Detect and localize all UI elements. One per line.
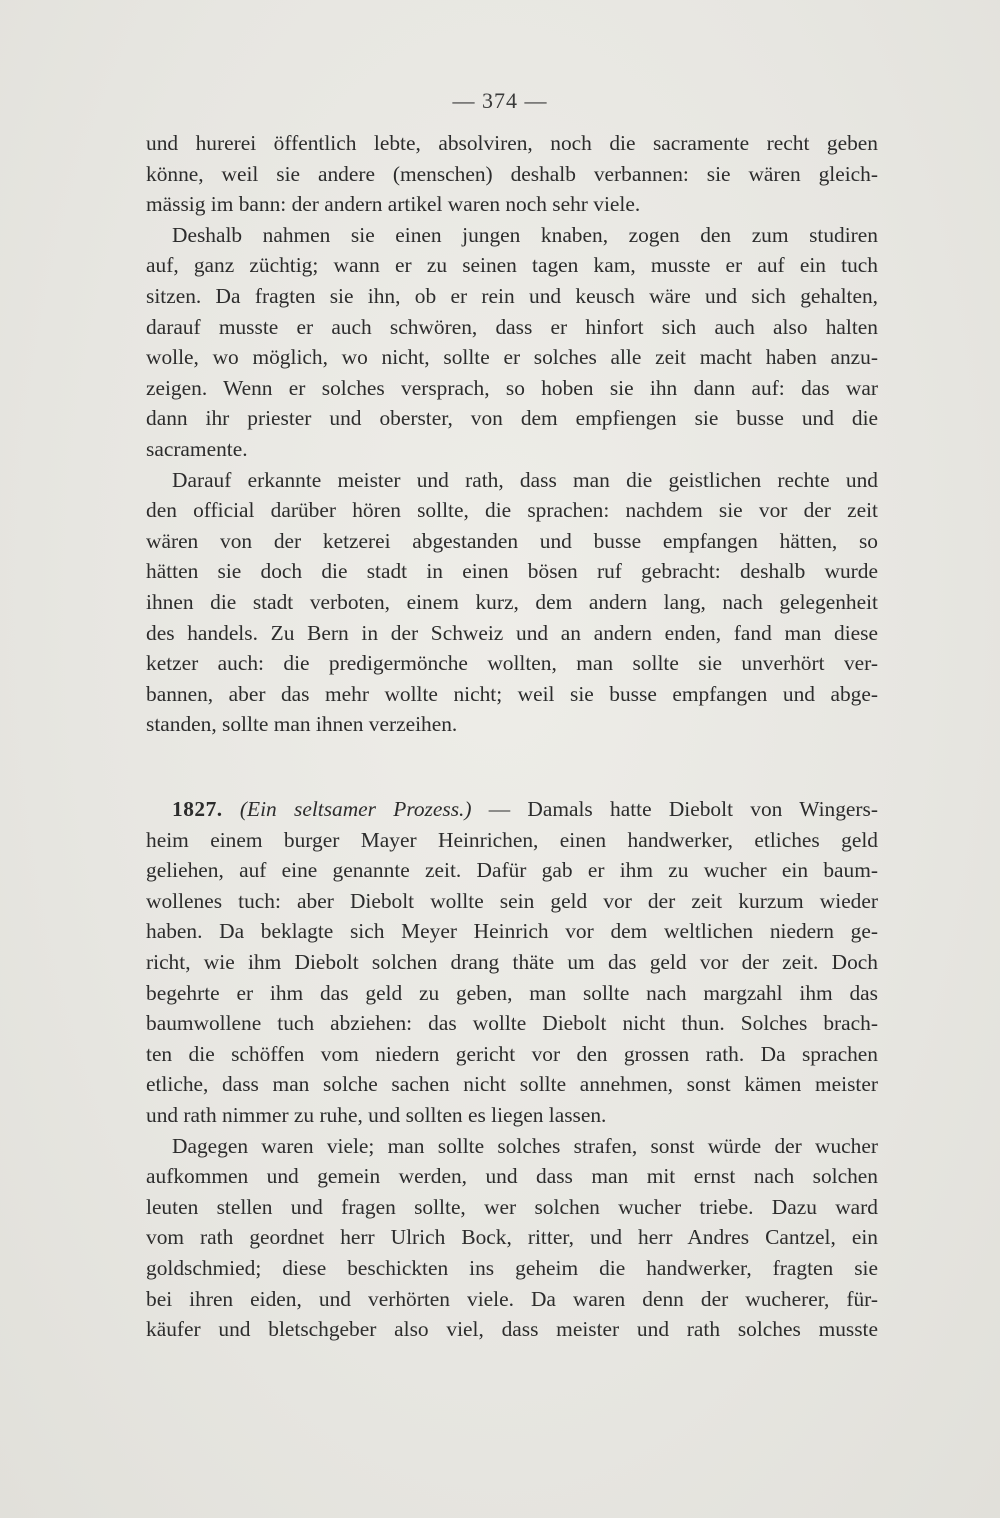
- entry-year: 1827.: [172, 797, 223, 821]
- text-line: wolle, wo möglich, wo nicht, sollte er solches alle zeit macht haben anzu-: [146, 345, 878, 370]
- text-line: den official darüber hören sollte, die sprachen: nachdem sie vor der zeit: [146, 498, 878, 523]
- text-line: goldschmied; diese beschickten ins geheim die handwerker, fragten sie: [146, 1255, 878, 1280]
- text-line: aufkommen und gemein werden, und dass man mit ernst nach solchen: [146, 1164, 878, 1189]
- text-line: haben. Da beklagte sich Meyer Heinrich vor dem weltlichen niedern ge-: [146, 919, 878, 944]
- text-line: darauf musste er auch schwören, dass er hinfort sich auch also halten: [146, 314, 878, 339]
- text-line: begehrte er ihm das geld zu geben, man sollte nach margzahl ihm das: [146, 980, 878, 1005]
- text-line: sacramente.: [146, 436, 248, 461]
- text-line: ketzer auch: die predigermönche wollten, man sollte sie unverhört ver-: [146, 651, 878, 676]
- text-line: wären von der ketzerei abgestanden und busse empfangen hätten, so: [146, 528, 878, 553]
- entry-heading-line: [146, 794, 878, 825]
- text-line: mässig im bann: der andern artikel waren noch sehr viele.: [146, 192, 641, 217]
- text-line: Deshalb nahmen sie einen jungen knaben, zogen den zum studiren: [172, 222, 878, 247]
- text-line: bei ihren eiden, und verhörten viele. Da waren denn der wucherer, für-: [146, 1286, 878, 1311]
- text-line: Darauf erkannte meister und rath, dass man die geistlichen rechte und: [172, 467, 878, 492]
- text-line: und rath nimmer zu ruhe, und sollten es liegen lassen.: [146, 1102, 607, 1127]
- text-line: des handels. Zu Bern in der Schweiz und an andern enden, fand man diese: [146, 620, 878, 645]
- text-line: zeigen. Wenn er solches versprach, so hoben sie ihn dann auf: das war: [146, 375, 878, 400]
- text-line: käufer und bletschgeber also viel, dass meister und rath solches musste: [146, 1317, 878, 1342]
- text-line: geliehen, auf eine genannte zeit. Dafür gab er ihm zu wucher ein baum-: [146, 858, 878, 883]
- text-line: ten die schöffen vom niedern gericht vor den grossen rath. Da sprachen: [146, 1041, 878, 1066]
- text-line: leuten stellen und fragen sollte, wer solchen wucher triebe. Dazu ward: [146, 1194, 878, 1219]
- text-line: wollenes tuch: aber Diebolt wollte sein geld vor der zeit kurzum wieder: [146, 888, 878, 913]
- text-block-upper: [146, 128, 878, 740]
- text-line: und hurerei öffentlich lebte, absolviren, noch die sacramente recht geben: [146, 131, 878, 155]
- text-line: Dagegen waren viele; man sollte solches strafen, sonst würde der wucher: [172, 1133, 878, 1158]
- text-line: auf, ganz züchtig; wann er zu seinen tagen kam, musste er auf ein tuch: [146, 253, 878, 278]
- text-line: ihnen die stadt verboten, einem kurz, dem andern lang, nach gelegenheit: [146, 589, 878, 614]
- text-line: könne, weil sie andere (menschen) deshalb verbannen: sie wären gleich-: [146, 161, 878, 186]
- text-line: bannen, aber das mehr wollte nicht; weil sie busse empfangen und abge-: [146, 681, 878, 706]
- text-line: hätten sie doch die stadt in einen bösen ruf gebracht: deshalb wurde: [146, 559, 878, 584]
- text-line: standen, sollte man ihnen verzeihen.: [146, 712, 458, 737]
- text-line: etliche, dass man solche sachen nicht sollte annehmen, sonst kämen meister: [146, 1072, 878, 1097]
- text-line: vom rath geordnet herr Ulrich Bock, ritter, und herr Andres Cantzel, ein: [146, 1225, 878, 1250]
- entry-title: (Ein seltsamer Prozess.): [239, 797, 472, 821]
- text-line: richt, wie ihm Diebolt solchen drang thäte um das geld vor der zeit. Doch: [146, 949, 878, 974]
- text-line: baumwollene tuch abziehen: das wollte Diebolt nicht thun. Solches brach-: [146, 1011, 878, 1036]
- text-line: sitzen. Da fragten sie ihn, ob er rein und keusch wäre und sich gehalten,: [146, 283, 878, 308]
- text-line: heim einem burger Mayer Heinrichen, einen handwerker, etliches geld: [146, 827, 878, 852]
- entry-1827: [146, 794, 878, 1345]
- text-line: dann ihr priester und oberster, von dem empfiengen sie busse und die: [146, 406, 878, 431]
- page-number: — 374 —: [452, 88, 548, 113]
- text-line: — Damals hatte Diebolt von Wingers-: [488, 797, 878, 821]
